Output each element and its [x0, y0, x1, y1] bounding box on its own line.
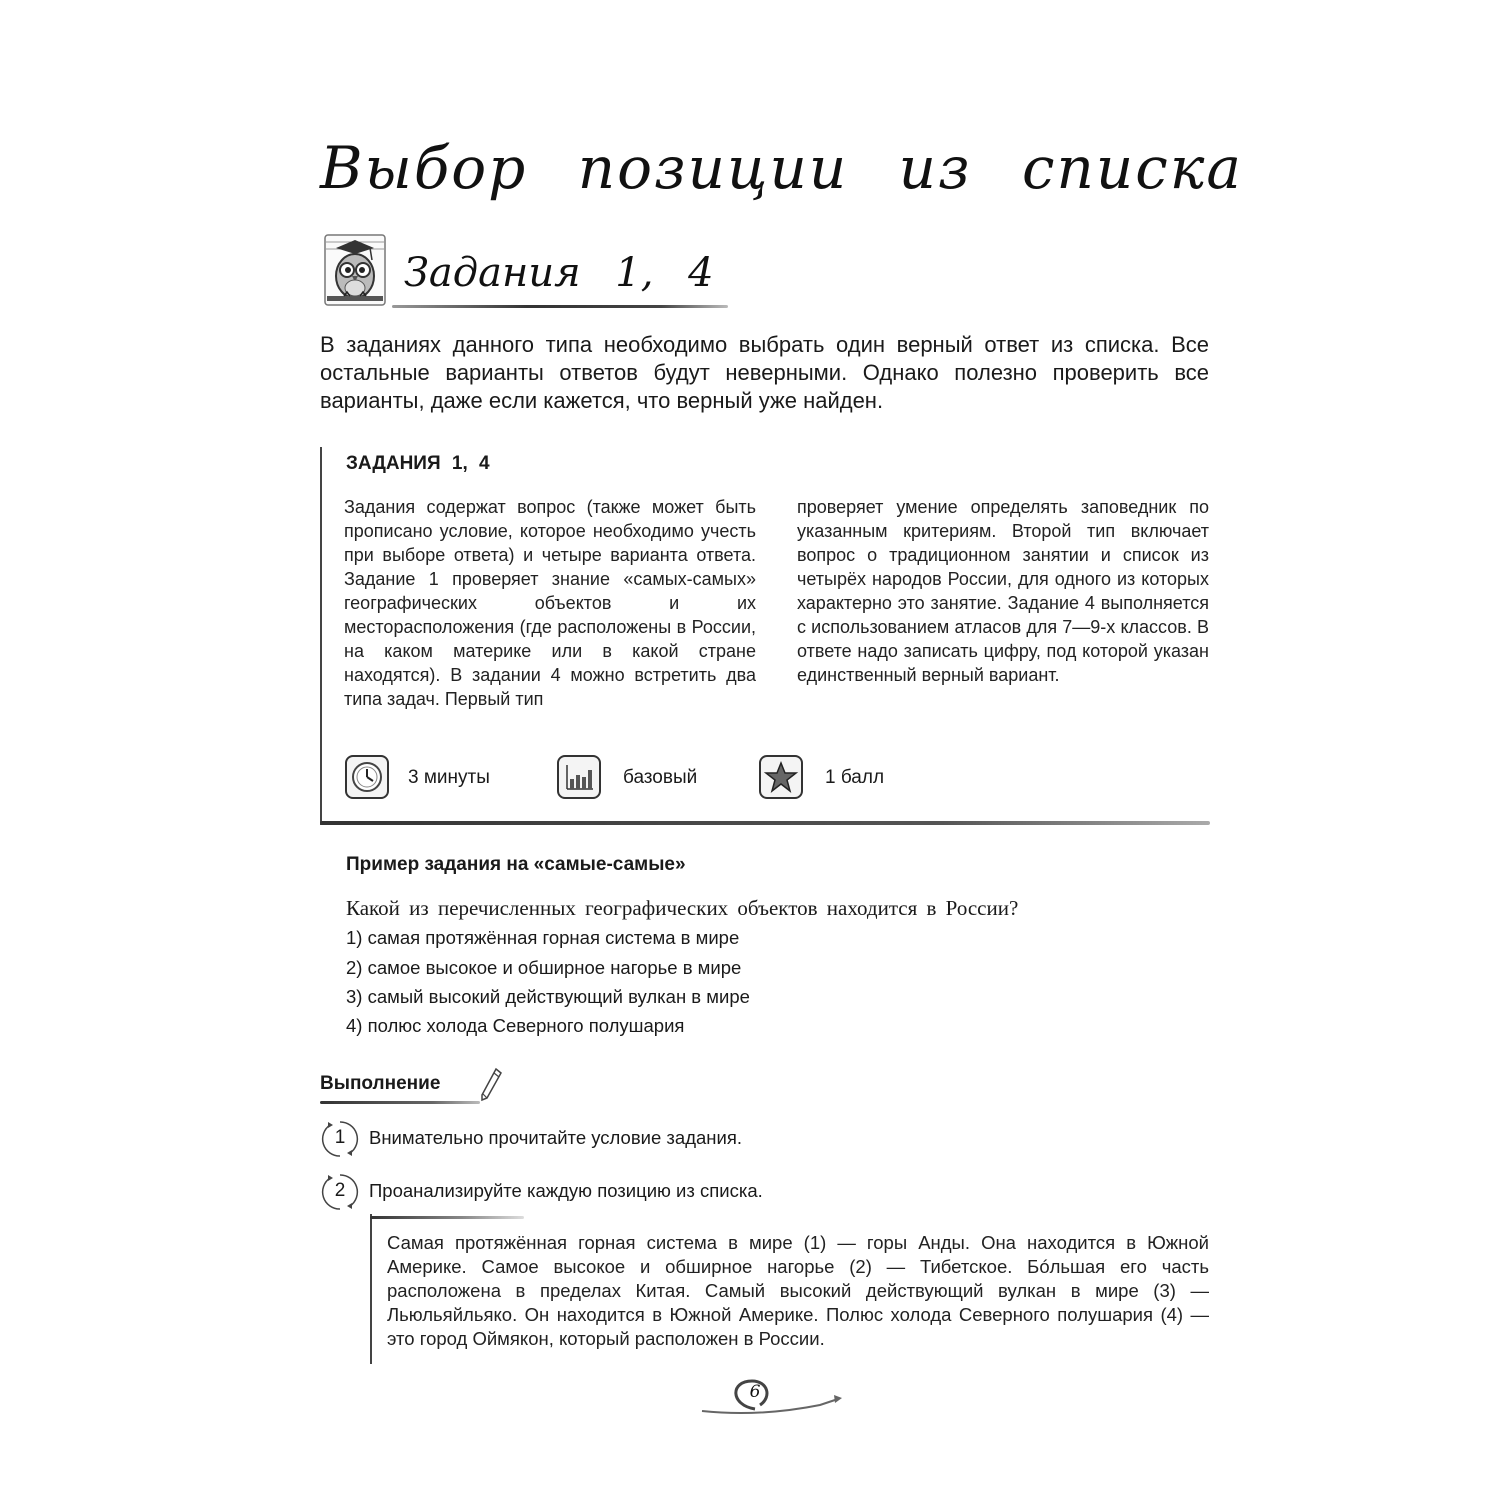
title-underline [392, 305, 728, 308]
example-title: Пример задания на «самые-самые» [346, 854, 686, 875]
intro-paragraph: В заданиях данного типа необходимо выбрать один верный ответ из списка. Все остальные варианты ответов будут неверными. Однако полезно проверить все варианты, даже если кажется, что верный уже найден. [320, 332, 1209, 413]
answer-explanation: Самая протяжённая горная система в мире (1) — горы Анды. Она находится в Южной Америке. Самое высокое и обширное нагорье (2) — Тибетское. Бóльшая его часть расположена в пределах Китая. Самый высокий действующий вулкан в мире (3) — Льюльяйльяко. Он находится в Южной Америке. Полюс холода Северного полушария (4) — это город Оймякон, который расположен в России. [387, 1232, 1209, 1349]
answer-box-border [370, 1216, 524, 1219]
page-number-swirl [700, 1375, 845, 1420]
answer-option: 4) полюс холода Северного полушария [346, 1015, 685, 1036]
task-description-left: Задания содержат вопрос (также может быть прописано условие, которое необходимо учесть при выборе ответа) и четыре варианта ответа. Задание 1 проверяет знание «самых-самых» географических объектов и их месторасположения (где расположены в России, на каком материке или в какой стране находятся). В задании 4 можно встретить два типа задач. Первый тип [344, 497, 756, 709]
time-label: 3 минуты [408, 767, 490, 788]
difficulty-label: базовый [623, 767, 698, 788]
answer-option: 2) самое высокое и обширное нагорье в мире [346, 957, 742, 978]
task-box-border [320, 821, 1210, 825]
example-question: Какой из перечисленных географических объектов находится в России? [346, 896, 1019, 920]
task-box-title: ЗАДАНИЯ 1, 4 [346, 453, 490, 474]
page-title: Выбор позиции из списка [320, 134, 1243, 202]
step-text: Внимательно прочитайте условие задания. [369, 1127, 742, 1148]
pencil-icon [478, 1066, 504, 1106]
execution-underline [320, 1101, 480, 1104]
clock-icon [345, 755, 389, 799]
score-label: 1 балл [825, 767, 885, 788]
step-text: Проанализируйте каждую позицию из списка. [369, 1180, 763, 1201]
step-number: 2 [334, 1180, 346, 1201]
section-title: Задания 1, 4 [404, 250, 714, 296]
page-number: 6 [749, 1382, 761, 1402]
owl-icon [322, 232, 388, 308]
execution-title: Выполнение [320, 1073, 441, 1094]
bar-chart-icon [557, 755, 601, 799]
answer-option: 3) самый высокий действующий вулкан в мире [346, 986, 750, 1007]
answer-option: 1) самая протяжённая горная система в мире [346, 927, 740, 948]
step-number: 1 [334, 1127, 346, 1148]
star-icon [759, 755, 803, 799]
task-description-right: проверяет умение определять заповедник по указанным критериям. Второй тип включает вопрос о традиционном занятии и список из четырёх народов России, для одного из которых характерно это занятие. Задание 4 выполняется с использованием атласов для 7—9-х классов. В ответе надо записать цифру, под которой указан единственный верный вариант. [797, 497, 1209, 685]
